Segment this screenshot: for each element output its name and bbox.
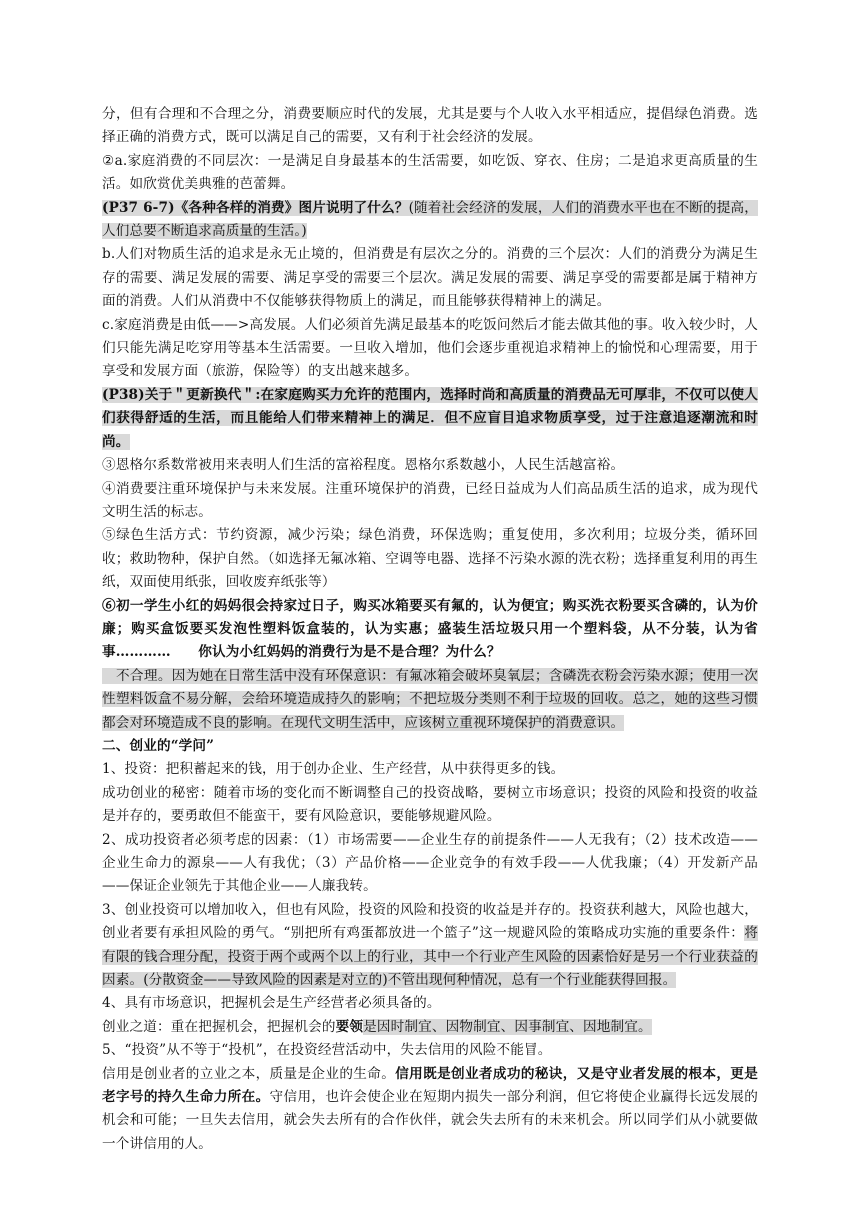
text-run: (随着社会经济的发展，人们的消费水平也在不断的提高，人们总要不断追求高质量的生活。) [102,199,758,240]
text-run: ⑥初一学生小红的妈妈很会持家过日子，购买冰箱要买有氟的，认为便宜；购买洗衣粉要买含磷的，认为价廉；购买盒饭要买发泡性塑料饭盒装的，认为实惠；盛装生活垃圾只用一个塑料袋，从不分装，认为省事………… 你认为小红妈妈的消费行为是不是合理？为什么？ [102,597,758,661]
text-run: 成功创业的秘密：随着市场的变化而不断调整自己的投资战略，要树立市场意识；投资的风险和投资的收益是并存的，要勇敢但不能蛮干，要有风险意识，要能够规避风险。 [102,784,758,825]
text-run: (P37 6-7)《各种各样的消费》图片说明了什么？ [102,199,409,216]
paragraph [102,314,758,384]
text-run: c.家庭消费是由低——>高发展。人们必须首先满足最基本的吃饭问然后才能去做其他的事。收入较少时，人们只能先满足吃穿用等基本生活需要。一旦收入增加，他们会逐步重视追求精神上的愉悦和心理需要，用于享受和发展方面（旅游，保险等）的支出越来越多。 [102,316,758,380]
text-run: 不合理。因为她在日常生活中没有环保意识：有氟冰箱会破坏臭氧层；含磷洗衣粉会污染水源；使用一次性塑料饭盒不易分解，会给环境造成持久的影响；不把垃圾分类则不利于垃圾的回收。总之，她的这些习惯都会对环境造成不良的影响。在现代文明生活中，应该树立重视环境保护的消费意识。 [102,667,758,731]
text-run: 守信用，也许会使企业在短期内损失一部分利润，但它将使企业赢得长远发展的机会和可能；一旦失去信用，就会失去所有的合作伙伴，就会失去所有的未来机会。所以同学们从小就要做一个讲信用的人。 [102,1089,758,1152]
text-run: ③恩格尔系数常被用来表明人们生活的富裕程度。恩格尔系数越小，人民生活越富裕。 [102,457,625,474]
text-run: ⑤绿色生活方式：节约资源，减少污染；绿色消费，环保选购；重复使用，多次利用；垃圾分类，循环回收；救助物种，保护自然。（如选择无氟冰箱、空调等电器、选择不污染水源的洗衣粉；选择重复利用的再生纸，双面使用纸张，回收废弃纸张等） [102,527,758,591]
paragraph [102,899,758,993]
paragraph [102,524,758,594]
paragraph [102,454,758,477]
text-run: 将有限的钱合理分配，投资于两个或两个以上的行业，其中一个行业产生风险的因素恰好是另一个行业获益的因素。(分散资金——导致风险的因素是对立的) [102,925,758,989]
text-run: 5、“投资”从不等于“投机”，在投资经营活动中，失去信用的风险不能冒。 [102,1042,552,1059]
paragraph [102,1039,758,1062]
paragraph [102,758,758,781]
paragraph [102,243,758,313]
text-run: b.人们对物质生活的追求是永无止境的，但消费是有层次之分的。消费的三个层次：人们的消费分为满足生存的需要、满足发展的需要、满足享受的需要三个层次。满足发展的需要、满足享受的需要都是属于精神方面的消费。人们从消费中不仅能够获得物质上的满足，而且能够获得精神上的满足。 [102,246,758,310]
text-run: ②a.家庭消费的不同层次：一是满足自身最基本的生活需要，如吃饭、穿衣、住房；二是追求更高质量的生活。如欣赏优美典雅的芭蕾舞。 [102,152,758,193]
paragraph [102,1016,758,1039]
text-run: 二、创业的“学问” [102,737,215,754]
paragraph [102,735,758,758]
text-run: 要领 [335,1018,364,1035]
paragraph [102,665,758,735]
text-run: 信用是创业者的立业之本，质量是企业的生命。 [102,1065,396,1082]
text-run: (P38)关于＂更新换代＂:在家庭购买力允许的范围内，选择时尚和高质量的消费品无可厚非，不仅可以使人们获得舒适的生活，而且能给人们带来精神上的满足．但不应盲目追求物质享受，过于注意追逐潮流和时尚。 [102,386,758,450]
text-run: 3、创业投资可以增加收入，但也有风险，投资的风险和投资的收益是并存的。投资获利越大，风险也越大，创业者要有承担风险的勇气。“别把所有鸡蛋都放进一个篮子”这一规避风险的策略成功实施的重要条件： [102,901,758,942]
text-run: 创业之道：重在把握机会，把握机会的 [102,1018,336,1035]
paragraph [102,595,758,665]
text-run: 2、成功投资者必须考虑的因素：（1）市场需要——企业生存的前提条件——人无我有；（2）技术改造——企业生命力的源泉——人有我优；（3）产品价格——企业竞争的有效手段——人优我廉；（4）开发新产品——保证企业领先于其他企业——人廉我转。 [102,831,758,895]
paragraph [102,197,758,244]
paragraph [102,150,758,197]
text-run: 信用既是创业者成功的秘诀，又是守业者发展的根本，更是老字号的持久生命力所在。 [102,1065,758,1106]
text-run: 分，但有合理和不合理之分，消费要顺应时代的发展，尤其是要与个人收入水平相适应，提倡绿色消费。选择正确的消费方式，既可以满足自己的需要，又有利于社会经济的发展。 [102,106,758,146]
paragraph [102,829,758,899]
paragraph [102,782,758,829]
paragraph [102,103,758,150]
text-run: 1、投资：把积蓄起来的钱，用于创办企业、生产经营，从中获得更多的钱。 [102,761,565,778]
text-run: 4、具有市场意识，把握机会是生产经营者必须具备的。 [102,995,441,1012]
paragraph [102,1063,758,1157]
text-run: 不管出现何种情况，总有一个行业能获得回报。 [387,972,677,989]
paragraph [102,384,758,454]
text-run: 是因时制宜、因物制宜、因事制宜、因地制宜。 [363,1018,652,1035]
paragraph [102,478,758,525]
text-run: ④消费要注重环境保护与未来发展。注重环境保护的消费，已经日益成为人们高品质生活的追求，成为现代文明生活的标志。 [102,480,758,520]
document-body [102,103,758,1156]
paragraph [102,992,758,1015]
